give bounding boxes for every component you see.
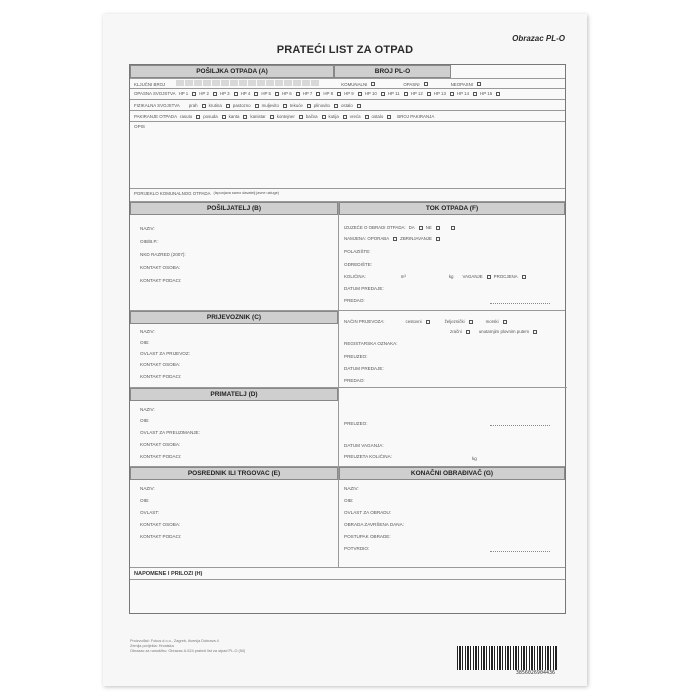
- fiz-option-label: tekuće: [289, 103, 303, 108]
- row-nacin-prijevoza-2: [450, 328, 537, 335]
- prijevoznik-kontakt-osoba-label: KONTAKT OSOBA:: [140, 362, 181, 367]
- footer-line-1: Proizvođač: Fokus d.o.o., Zagreb, Avenija Dubrava 4: [130, 639, 219, 643]
- hp-checkbox[interactable]: [254, 92, 258, 96]
- hp-checkbox[interactable]: [296, 92, 300, 96]
- odrediste-label: ODREDIŠTE:: [344, 262, 373, 267]
- fiz-option-checkbox[interactable]: [226, 104, 230, 108]
- d-kg-unit: kg: [472, 456, 477, 461]
- komunalni-label: KOMUNALNI: [341, 81, 368, 87]
- pak-option-checkbox[interactable]: [387, 115, 391, 119]
- posiljatelj-kontakt-podaci-label: KONTAKT PODACI:: [140, 278, 182, 283]
- procjena-checkbox[interactable]: [522, 275, 526, 279]
- datum-predaje-label: DATUM PREDAJE:: [344, 286, 384, 291]
- section-c-header: PRIJEVOZNIK (C): [130, 311, 338, 324]
- hp-checkbox[interactable]: [192, 92, 196, 96]
- opasna-svojstva-label: OPASNA SVOJSTVA: [134, 91, 176, 96]
- neopasni-checkbox[interactable]: [477, 82, 481, 86]
- broj-plo-header: BROJ PL-O: [334, 65, 451, 78]
- posiljatelj-nkd-label: NKD RAZRED (2007):: [140, 252, 186, 257]
- row-opasna-svojstva: [134, 90, 500, 97]
- pak-option-checkbox[interactable]: [222, 115, 226, 119]
- pak-option-label: vreća: [349, 114, 361, 119]
- procjena-label: PROCJENA: [493, 274, 518, 279]
- fiz-option-checkbox[interactable]: [334, 104, 338, 108]
- hp-checkbox[interactable]: [213, 92, 217, 96]
- preuzeta-kolicina-label: PREUZETA KOLIČINA:: [344, 454, 392, 459]
- nacin-option-checkbox[interactable]: [426, 320, 430, 324]
- porijeklo-note: (ispunjava samo davatelj javne usluge): [213, 191, 279, 195]
- hp-checkbox[interactable]: [450, 92, 454, 96]
- form-frame: [129, 64, 566, 614]
- row-nacin-prijevoza: [344, 318, 507, 325]
- nacin-option-label: željeznički: [444, 319, 465, 324]
- primatelj-ovlast-label: OVLAST ZA PREUZIMANJE:: [140, 430, 200, 435]
- nacin-option-checkbox[interactable]: [469, 320, 473, 324]
- nacin-option-checkbox[interactable]: [533, 330, 537, 334]
- hp-label: HP 6: [282, 91, 292, 96]
- obrada-zavrsena-label: OBRADA ZAVRŠENA DANA:: [344, 522, 404, 527]
- fizikalna-label: FIZIKALNA SVOJSTVA: [134, 103, 180, 108]
- zbrinjavanje-checkbox[interactable]: [436, 237, 440, 241]
- oporaba-checkbox[interactable]: [393, 237, 397, 241]
- nacin-option-label: morski: [485, 319, 499, 324]
- hp-label: HP 11: [387, 91, 400, 96]
- fiz-option-label: prah: [188, 103, 198, 108]
- izuzece-extra-checkbox[interactable]: [451, 226, 455, 230]
- hp-label: HP 2: [199, 91, 209, 96]
- kljucni-broj-label: KLJUČNI BROJ: [134, 81, 166, 87]
- barcode: [457, 646, 557, 670]
- pak-option-checkbox[interactable]: [270, 115, 274, 119]
- predao-label: PREDAO:: [344, 298, 365, 303]
- kolicina-label: KOLIČINA:: [344, 274, 366, 279]
- pak-option-checkbox[interactable]: [343, 115, 347, 119]
- fiz-option-checkbox[interactable]: [255, 104, 259, 108]
- primatelj-oib-label: OIB:: [140, 418, 150, 423]
- komunalni-checkbox[interactable]: [371, 82, 375, 86]
- pak-option-label: kontejner: [276, 114, 295, 119]
- fiz-option-checkbox[interactable]: [307, 104, 311, 108]
- hp-checkbox[interactable]: [427, 92, 431, 96]
- potvrdio-label: POTVRDIO:: [344, 546, 370, 551]
- hp-label: HP 3: [219, 91, 230, 96]
- hp-checkbox[interactable]: [316, 92, 320, 96]
- hp-checkbox[interactable]: [234, 92, 238, 96]
- vaganje-checkbox[interactable]: [487, 275, 491, 279]
- hp-label: HP 7: [302, 91, 313, 96]
- fiz-option-label: plinovito: [313, 103, 330, 108]
- fiz-option-label: pastozno: [232, 103, 251, 108]
- kg-unit: kg: [448, 274, 454, 279]
- pakiranje-label: PAKIRANJE OTPADA: [134, 114, 178, 119]
- d-preuzeo-label: PREUZEO:: [344, 421, 368, 426]
- f-datum-predaje-2-label: DATUM PREDAJE:: [344, 366, 384, 371]
- posrednik-kontakt-podaci-label: KONTAKT PODACI:: [140, 534, 182, 539]
- footer-info: [130, 639, 245, 654]
- posrednik-oib-label: OIB:: [140, 498, 150, 503]
- posrednik-kontakt-osoba-label: KONTAKT OSOBA:: [140, 522, 181, 527]
- hp-label: HP 15: [480, 91, 493, 96]
- pak-option-checkbox[interactable]: [196, 115, 200, 119]
- hp-label: HP 14: [456, 91, 470, 96]
- pak-option-label: bačva: [305, 114, 318, 119]
- section-f-header: TOK OTPADA (F): [339, 202, 565, 215]
- nacin-option-label: cestovni: [405, 319, 422, 324]
- fiz-option-checkbox[interactable]: [283, 104, 287, 108]
- row-porijeklo: [134, 190, 279, 197]
- posiljatelj-naziv-label: NAZIV:: [140, 226, 155, 231]
- zbrinjavanje-label: ZBRINJAVANJE: [400, 236, 432, 241]
- pak-option-label: kanta: [228, 114, 240, 119]
- nacin-option-label: unutarnjim plovnim putem: [478, 329, 529, 334]
- row-fizikalna-svojstva: [134, 102, 361, 109]
- hp-label: HP 9: [344, 91, 354, 96]
- section-h-header: NAPOMENE I PRILOZI (H): [134, 571, 203, 577]
- hp-checkbox[interactable]: [404, 92, 408, 96]
- nacin-prijevoza-label: NAČIN PRIJEVOZA:: [344, 319, 385, 324]
- footer-line-2: Zemlja porijekla: Hrvatska: [130, 644, 174, 648]
- nacin-option-checkbox[interactable]: [503, 320, 507, 324]
- pak-option-label: rasuto: [180, 114, 193, 119]
- section-e-header: POSREDNIK ILI TRGOVAC (E): [130, 467, 338, 480]
- form-title: PRATEĆI LIST ZA OTPAD: [276, 44, 414, 56]
- kljucni-broj-boxes[interactable]: [176, 80, 320, 88]
- fiz-option-label: krutina: [208, 103, 222, 108]
- prijevoznik-ovlast-label: OVLAST ZA PRIJEVOZ:: [140, 351, 190, 356]
- nacin-option-label: zračni: [450, 329, 462, 334]
- row-kolicina: [344, 273, 526, 280]
- broj-pakiranja-label: BROJ PAKIRANJA: [397, 114, 435, 119]
- f-preuzeo-label: PREUZEO:: [344, 354, 368, 359]
- section-g-header: KONAČNI OBRAĐIVAČ (G): [339, 467, 565, 480]
- posrednik-naziv-label: NAZIV:: [140, 486, 155, 491]
- section-a-header: POŠILJKA OTPADA (A): [130, 65, 334, 78]
- obradivac-naziv-label: NAZIV:: [344, 486, 359, 491]
- ne-checkbox[interactable]: [436, 226, 440, 230]
- row-pakiranje: [134, 113, 434, 120]
- primatelj-naziv-label: NAZIV:: [140, 407, 155, 412]
- pak-option-label: ostalo: [371, 114, 384, 119]
- pak-option-checkbox[interactable]: [322, 115, 326, 119]
- fiz-option-label: ostalo: [340, 103, 353, 108]
- form-sheet: [103, 14, 587, 686]
- pak-option-checkbox[interactable]: [299, 115, 303, 119]
- row-kljucni-broj: [134, 80, 481, 88]
- da-checkbox[interactable]: [419, 226, 423, 230]
- posiljatelj-kontakt-osoba-label: KONTAKT OSOBA:: [140, 265, 181, 270]
- hp-label: HP 10: [364, 91, 377, 96]
- hp-checkbox[interactable]: [381, 92, 385, 96]
- porijeklo-label: PORIJEKLO KOMUNALNOG OTPADA: [134, 191, 211, 196]
- posiljatelj-oib-label: OIB/B.P.:: [140, 239, 159, 244]
- obradivac-ovlast-label: OVLAST ZA OBRADU:: [344, 510, 392, 515]
- prijevoznik-naziv-label: NAZIV:: [140, 329, 155, 334]
- footer-line-3: Obrazac za narudžbu: Obrazac A-524 prateći list za otpad PL-O (50): [130, 649, 246, 653]
- izuzece-label: IZUZEĆE O OBRADI OTPADA:: [344, 225, 406, 230]
- form-id: Obrazac PL-O: [512, 34, 565, 43]
- prijevoznik-oib-label: OIB:: [140, 340, 150, 345]
- primatelj-kontakt-osoba-label: KONTAKT OSOBA:: [140, 442, 181, 447]
- hp-label: HP 5: [261, 91, 271, 96]
- postupak-obrade-label: POSTUPAK OBRADE:: [344, 534, 391, 539]
- hp-checkbox[interactable]: [473, 92, 477, 96]
- pak-option-label: kanistar: [250, 114, 266, 119]
- da-label: DA: [408, 225, 415, 230]
- section-b-header: POŠILJATELJ (B): [130, 202, 338, 215]
- hp-label: HP 13: [433, 91, 446, 96]
- polaziste-label: POLAZIŠTE:: [344, 249, 371, 254]
- hp-label: HP 4: [240, 91, 251, 96]
- neopasni-label: NEOPASNI: [450, 81, 473, 87]
- opasni-checkbox[interactable]: [424, 82, 428, 86]
- hp-label: HP 8: [323, 91, 334, 96]
- fiz-option-checkbox[interactable]: [357, 104, 361, 108]
- opis-label: OPIS: [134, 124, 145, 129]
- row-namjena: [344, 235, 440, 242]
- pak-option-label: kutija: [328, 114, 339, 119]
- barcode-number: 3856026904436: [515, 670, 555, 676]
- hp-checkbox[interactable]: [337, 92, 341, 96]
- fiz-option-label: muljevito: [261, 103, 279, 108]
- hp-label: HP 1: [178, 91, 189, 96]
- hp-checkbox[interactable]: [358, 92, 362, 96]
- section-d-header: PRIMATELJ (D): [130, 388, 338, 401]
- namjena-label: NAMJENA: OPORABA: [344, 236, 390, 241]
- primatelj-kontakt-podaci-label: KONTAKT PODACI:: [140, 454, 182, 459]
- datum-vaganja-label: DATUM VAGANJA:: [344, 443, 384, 448]
- hp-label: HP 12: [410, 91, 423, 96]
- pak-option-checkbox[interactable]: [365, 115, 369, 119]
- opasni-label: OPASNI: [403, 81, 420, 87]
- m3-unit: m³: [400, 274, 406, 279]
- vaganje-label: VAGANJE: [462, 274, 483, 279]
- hp-checkbox[interactable]: [275, 92, 279, 96]
- pak-option-checkbox[interactable]: [243, 115, 247, 119]
- row-izuzece: [344, 224, 455, 231]
- posrednik-ovlast-label: OVLAST:: [140, 510, 159, 515]
- registarska-oznaka-label: REGISTARSKA OZNAKA:: [344, 341, 398, 346]
- f-predao-2-label: PREDAO:: [344, 378, 365, 383]
- pak-option-label: posuda: [203, 114, 218, 119]
- obradivac-oib-label: OIB:: [344, 498, 354, 503]
- ne-label: NE: [425, 225, 432, 230]
- hp-checkbox[interactable]: [496, 92, 500, 96]
- nacin-option-checkbox[interactable]: [466, 330, 470, 334]
- fiz-option-checkbox[interactable]: [202, 104, 206, 108]
- prijevoznik-kontakt-podaci-label: KONTAKT PODACI:: [140, 374, 182, 379]
